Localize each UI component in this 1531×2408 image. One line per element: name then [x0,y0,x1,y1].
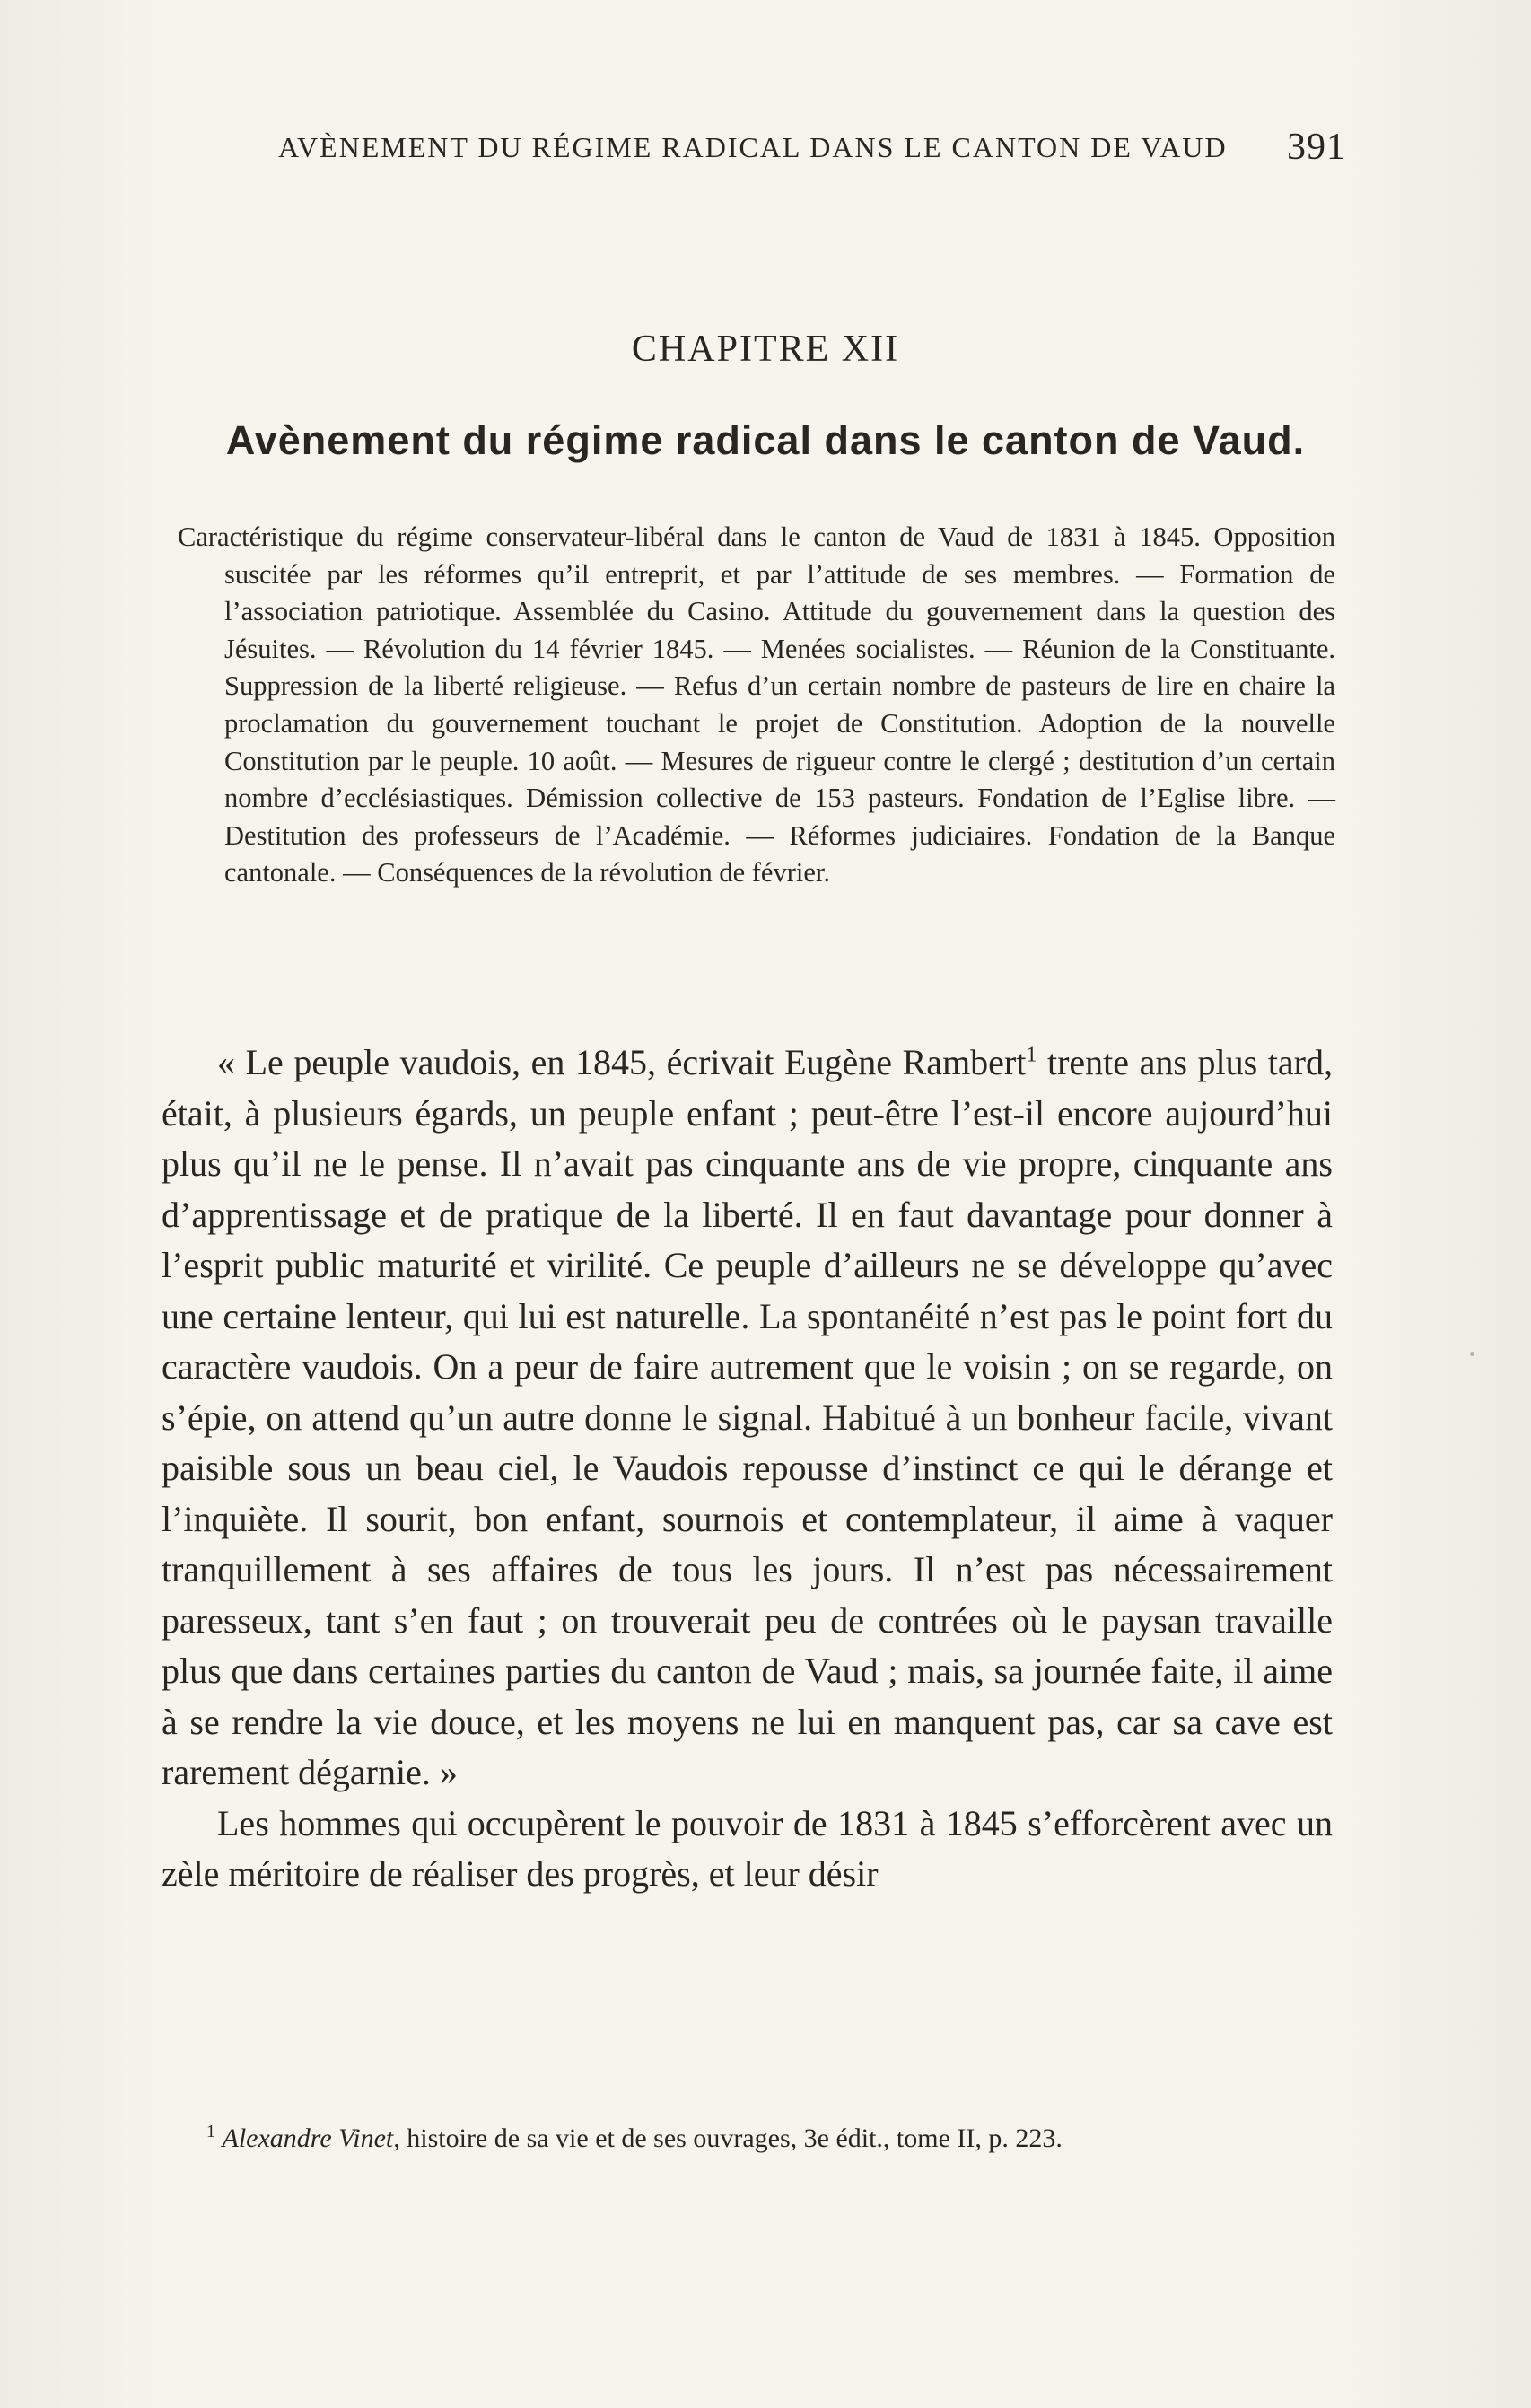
paragraph-quote [162,1038,1333,1799]
quote-opening: « Le peuple vaudois, en 1845, écrivait Eugène Rambert [217,1042,1027,1082]
quote-continuation: trente ans plus tard, était, à plusieurs égards, un peuple enfant ; peut-être l’est-il encore aujourd’hui plus qu’il ne le pense. Il n’avait pas cinquante ans de vie propre, cinquante ans d’apprentissage et de pratique de la liberté. Il en faut davantage pour donner à l’esprit public maturité et virilité. Ce peuple d’ailleurs ne se développe qu’avec une certaine lenteur, qui lui est naturelle. La spontanéité n’est pas le point fort du caractère vaudois. On a peur de faire autrement que le voisin ; on se regarde, on s’épie, on attend qu’un autre donne le signal. Habitué à un bonheur facile, vivant paisible sous un beau ciel, le Vaudois repousse d’instinct ce qui le dérange et l’inquiète. Il sourit, bon enfant, sournois et contemplateur, il aime à vaquer tranquillement à ses affaires de tous les jours. Il n’est pas nécessairement paresseux, tant s’en faut ; on trouverait peu de contrées où le paysan travaille plus que dans certaines parties du canton de Vaud ; mais, sa journée faite, il aime à se rendre la vie douce, et les moyens ne lui en manquent pas, car sa cave est rarement dégarnie. » [162,1042,1334,1792]
chapter-summary: Caractéristique du régime conservateur-libéral dans le canton de Vaud de 1831 à 1845. Opposition suscitée par les réformes qu’il entreprit, et par l’attitude de ses membres. — Formation de l’association patriotique. Assemblée du Casino. Attitude du gouvernement dans la question des Jésuites. — Révolution du 14 février 1845. — Menées socialistes. — Réunion de la Constituante. Suppression de la liberté religieuse. — Refus d’un certain nombre de pasteurs de lire en chaire la proclamation du gouvernement touchant le projet de Constitution. Adoption de la nouvelle Constitution par le peuple. 10 août. — Mesures de rigueur contre le clergé ; destitution d’un certain nombre d’ecclésiastiques. Démission collective de 153 pasteurs. Fondation de l’Eglise libre. — Destitution des professeurs de l’Académie. — Réformes judiciaires. Fondation de la Banque cantonale. — Conséquences de la révolution de février. [178,521,1335,889]
body-text [162,1038,1333,1900]
footnote-marker: 1 [206,2122,215,2141]
footnote-author: Alexandre Vinet, [222,2123,400,2153]
paper-speck [1470,1352,1474,1356]
chapter-number: CHAPITRE XII [631,328,900,370]
footnote [162,2120,1333,2157]
footnote-text: histoire de sa vie et de ses ouvrages, 3e édit., tome II, p. 223. [399,2123,1063,2153]
chapter-title: Avènement du régime radical dans le canton de Vaud. [225,417,1306,463]
paragraph-body: Les hommes qui occupèrent le pouvoir de 1831 à 1845 s’efforcèrent avec un zèle méritoire de réaliser des progrès, et leur désir [162,1802,1333,1894]
running-head [278,126,1346,171]
footnote-reference[interactable]: 1 [1026,1043,1037,1067]
page-number: 391 [1287,127,1346,168]
running-head-title: AVÈNEMENT DU RÉGIME RADICAL DANS LE CANTON DE VAUD [278,131,1228,163]
